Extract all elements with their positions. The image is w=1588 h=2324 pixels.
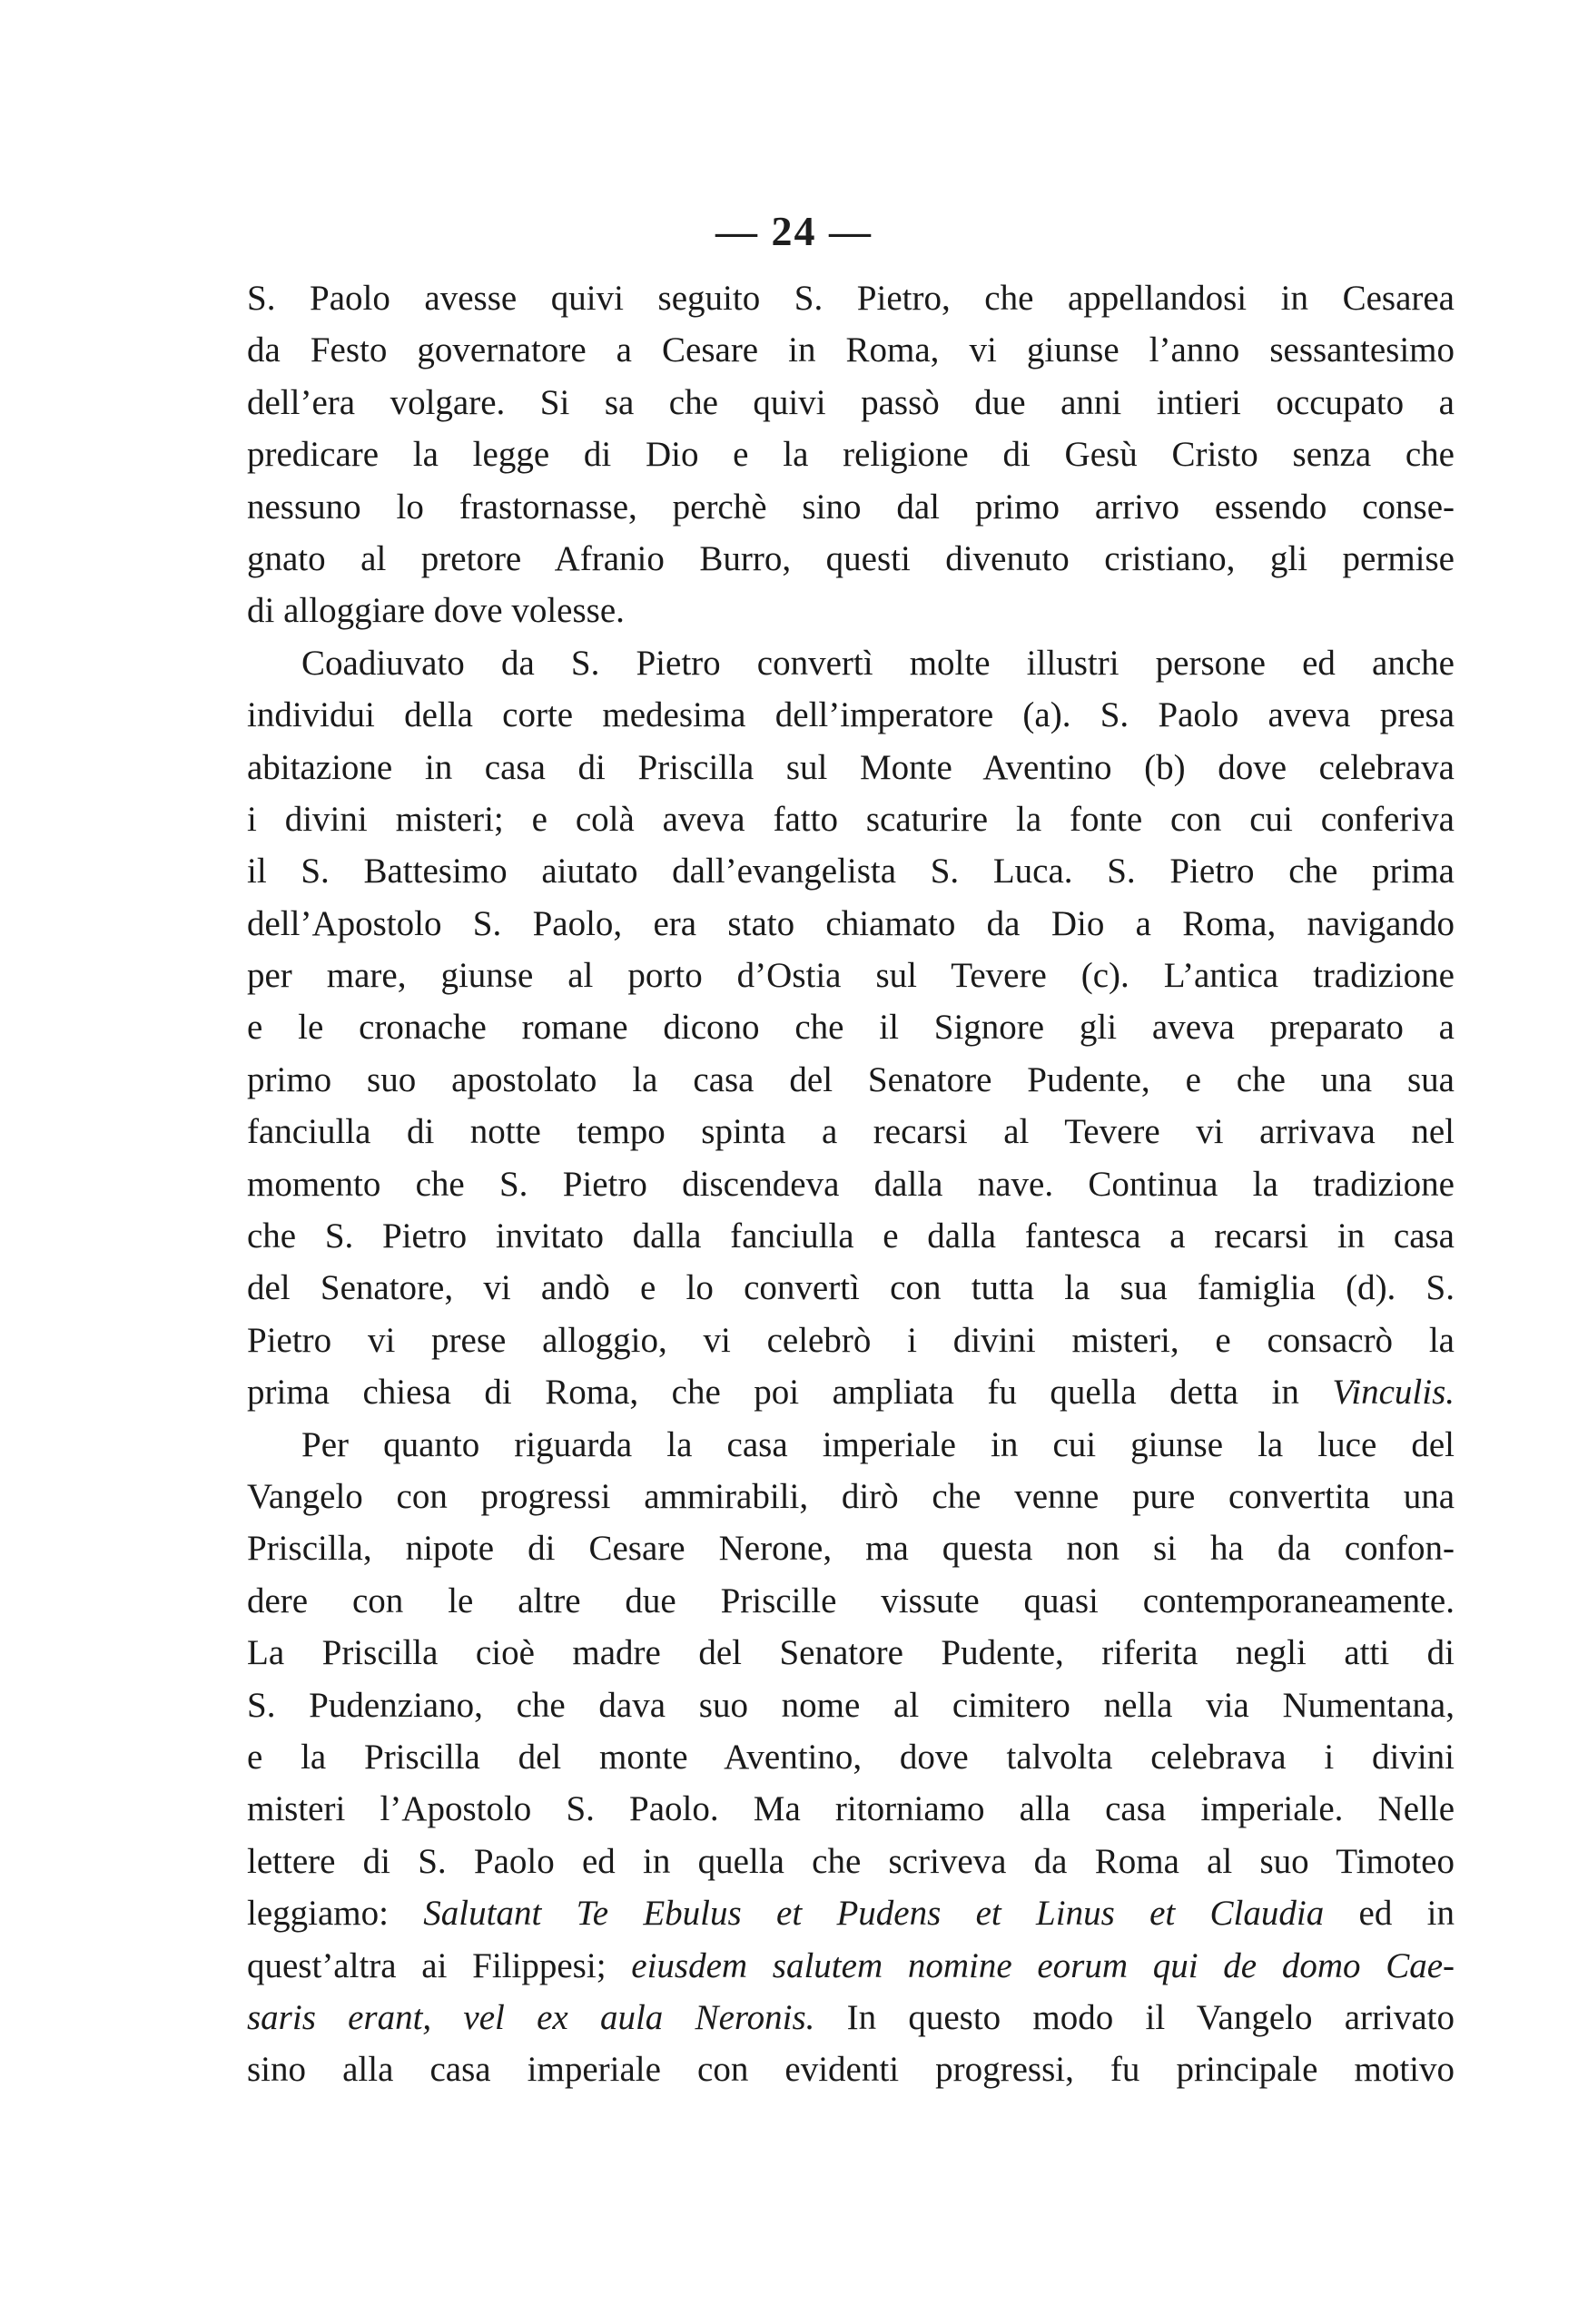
text-line: La Priscilla cioè madre del Senatore Pudente, riferita negli atti di — [247, 1633, 1455, 1673]
text-line: abitazione in casa di Priscilla sul Monte Aventino (b) dove celebrava — [247, 747, 1455, 787]
italic-quote: eiusdem salutem nomine eorum qui de domo Cae- — [631, 1945, 1455, 1985]
paragraph-start-line: Coadiuvato da S. Pietro convertì molte illustri persone ed anche — [301, 643, 1455, 683]
text-line: del Senatore, vi andò e lo convertì con tutta la sua famiglia (d). S. — [247, 1268, 1455, 1308]
text-line: di alloggiare dove volesse. — [247, 591, 625, 631]
text-line: dell’era volgare. Si sa che quivi passò due anni intieri occupato a — [247, 382, 1455, 422]
text-line: e la Priscilla del monte Aventino, dove talvolta celebrava i divini — [247, 1737, 1455, 1777]
text-line: da Festo governatore a Cesare in Roma, vi giunse l’anno sessantesimo — [247, 330, 1455, 370]
text-line: il S. Battesimo aiutato dall’evangelista S. Luca. S. Pietro che prima — [247, 852, 1455, 891]
text-run: quest’altra ai Filippesi; — [247, 1945, 607, 1985]
text-line: misteri l’Apostolo S. Paolo. Ma ritorniamo alla casa imperiale. Nelle — [247, 1789, 1455, 1829]
italic-quote: saris erant, vel ex aula Neronis. — [247, 1997, 815, 2037]
text-line — [247, 1366, 1455, 1418]
italic-term: Vinculis. — [1332, 1373, 1455, 1413]
text-line: Vangelo con progressi ammirabili, dirò che venne pure convertita una — [247, 1476, 1455, 1516]
page-number: — 24 — — [715, 208, 873, 254]
text-line: S. Pudenziano, che dava suo nome al cimitero nella via Numentana, — [247, 1685, 1455, 1725]
text-line: sino alla casa imperiale con evidenti progressi, fu principale motivo — [247, 2050, 1455, 2090]
text-line: S. Paolo avesse quivi seguito S. Pietro, che appellandosi in Cesarea — [247, 279, 1455, 318]
text-line: che S. Pietro invitato dalla fanciulla e dalla fantesca a recarsi in casa — [247, 1216, 1455, 1256]
text-line — [247, 1940, 1455, 1992]
text-line — [247, 1887, 1455, 1939]
text-line: Priscilla, nipote di Cesare Nerone, ma questa non si ha da confon- — [247, 1529, 1455, 1569]
italic-quote: Salutant Te Ebulus et Pudens et Linus et Claudia — [423, 1894, 1325, 1934]
text-line: per mare, giunse al porto d’Ostia sul Tevere (c). L’antica tradizione — [247, 956, 1455, 996]
text-line: momento che S. Pietro discendeva dalla nave. Continua la tradizione — [247, 1164, 1455, 1204]
text-line: nessuno lo frastornasse, perchè sino dal primo arrivo essendo conse- — [247, 487, 1455, 527]
text-line — [247, 1992, 1455, 2043]
text-line: primo suo apostolato la casa del Senatore Pudente, e che una sua — [247, 1059, 1455, 1099]
text-line: Pietro vi prese alloggio, vi celebrò i divini misteri, e consacrò la — [247, 1320, 1455, 1360]
text-line: i divini misteri; e colà aveva fatto scaturire la fonte con cui conferiva — [247, 799, 1455, 839]
body-text — [247, 272, 1455, 2096]
text-run: leggiamo: — [247, 1894, 389, 1934]
text-line: gnato al pretore Afranio Burro, questi divenuto cristiano, gli permise — [247, 538, 1455, 578]
text-line: lettere di S. Paolo ed in quella che scriveva da Roma al suo Timoteo — [247, 1841, 1455, 1881]
text-line: fanciulla di notte tempo spinta a recarsi al Tevere vi arrivava nel — [247, 1112, 1455, 1152]
text-run: prima chiesa di Roma, che poi ampliata fu quella detta in — [247, 1373, 1299, 1413]
text-line: e le cronache romane dicono che il Signore gli aveva preparato a — [247, 1008, 1455, 1048]
paragraph-start-line: Per quanto riguarda la casa imperiale in cui giunse la luce del — [301, 1424, 1455, 1464]
text-run: ed in — [1358, 1894, 1455, 1934]
text-line: predicare la legge di Dio e la religione di Gesù Cristo senza che — [247, 435, 1455, 475]
text-line: dell’Apostolo S. Paolo, era stato chiamato da Dio a Roma, navigando — [247, 903, 1455, 943]
text-run: In questo modo il Vangelo arrivato — [846, 1997, 1455, 2037]
text-line: dere con le altre due Priscille vissute quasi contemporaneamente. — [247, 1581, 1455, 1620]
text-line: individui della corte medesima dell’imperatore (a). S. Paolo aveva presa — [247, 695, 1455, 735]
